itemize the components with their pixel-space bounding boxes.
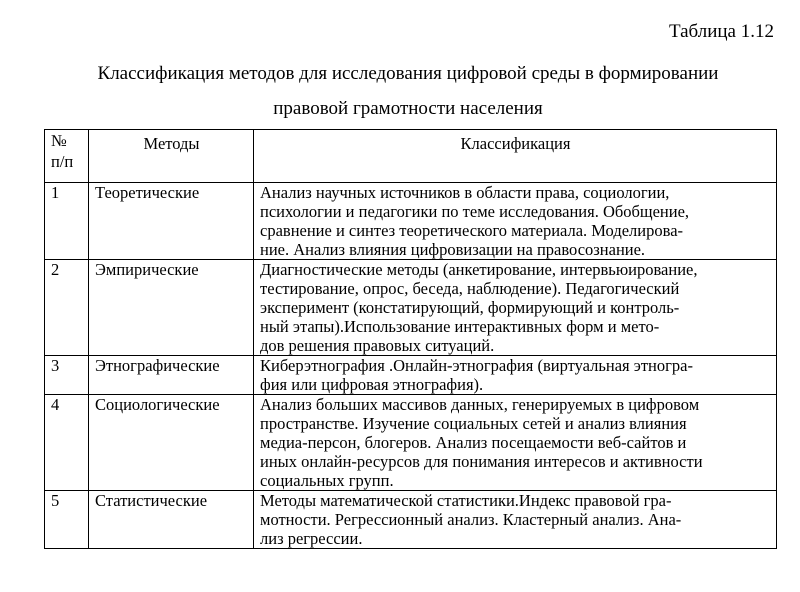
row-method: Этнографические: [89, 356, 254, 395]
classification-line: ние. Анализ влияния цифровизации на правосознание.: [260, 240, 646, 259]
classification-line: медиа-персон, блогеров. Анализ посещаемости веб-сайтов и: [260, 433, 687, 452]
row-number: 1: [45, 183, 89, 260]
header-num-line-2: п/п: [51, 152, 74, 171]
classification-line: фия или цифровая этнография).: [260, 375, 484, 394]
header-num-line-1: №: [51, 131, 67, 150]
classification-line: эксперимент (констатирующий, формирующий и контроль-: [260, 298, 680, 317]
table-row: [45, 183, 777, 260]
row-method: Социологические: [89, 395, 254, 491]
classification-line: сравнение и синтез теоретического материала. Моделирова-: [260, 221, 684, 240]
classification-line: Анализ больших массивов данных, генерируемых в цифровом: [260, 395, 700, 414]
header-methods: Методы: [89, 130, 254, 183]
header-row: [45, 130, 777, 183]
row-number: 5: [45, 491, 89, 549]
header-num: [45, 130, 89, 183]
table-row: [45, 260, 777, 356]
classification-line: Анализ научных источников в области права, социологии,: [260, 183, 670, 202]
classification-line: лиз регрессии.: [260, 529, 363, 548]
classification-line: Киберэтнография .Онлайн-этнография (виртуальная этногра-: [260, 356, 693, 375]
row-classification: [254, 356, 777, 395]
row-method: Эмпирические: [89, 260, 254, 356]
table-row: [45, 491, 777, 549]
classification-line: иных онлайн-ресурсов для понимания интересов и активности: [260, 452, 703, 471]
classification-line: психологии и педагогики по теме исследования. Обобщение,: [260, 202, 690, 221]
row-classification: [254, 183, 777, 260]
classification-line: тестирование, опрос, беседа, наблюдение). Педагогический: [260, 279, 680, 298]
classification-line: мотности. Регрессионный анализ. Кластерный анализ. Ана-: [260, 510, 682, 529]
classification-line: Методы математической статистики.Индекс правовой гра-: [260, 491, 672, 510]
row-classification: [254, 491, 777, 549]
table-row: [45, 395, 777, 491]
row-classification: [254, 395, 777, 491]
classification-line: дов решения правовых ситуаций.: [260, 336, 495, 355]
row-classification: [254, 260, 777, 356]
table-row: [45, 356, 777, 395]
table-title: [0, 56, 800, 126]
title-line-1: Классификация методов для исследования цифровой среды в формировании: [97, 63, 719, 84]
row-number: 4: [45, 395, 89, 491]
row-number: 2: [45, 260, 89, 356]
header-classification: Классификация: [254, 130, 777, 183]
classification-line: социальных групп.: [260, 471, 394, 490]
title-line-2: правовой грамотности населения: [273, 98, 543, 119]
methods-table: [44, 129, 777, 549]
classification-line: ный этапы).Использование интерактивных форм и мето-: [260, 317, 660, 336]
classification-line: Диагностические методы (анкетирование, интервьюирование,: [260, 260, 698, 279]
row-method: Теоретические: [89, 183, 254, 260]
row-method: Статистические: [89, 491, 254, 549]
table-caption: Таблица 1.12: [668, 21, 774, 42]
row-number: 3: [45, 356, 89, 395]
classification-line: пространстве. Изучение социальных сетей и анализ влияния: [260, 414, 687, 433]
